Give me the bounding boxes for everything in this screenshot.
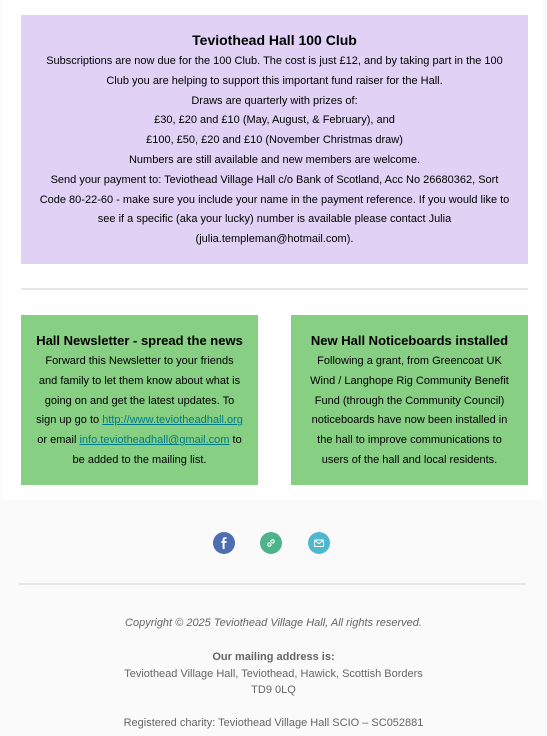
noticeboards-title: New Hall Noticeboards installed — [310, 333, 509, 348]
club-paragraph: Draws are quarterly with prizes of: — [191, 94, 358, 107]
section-divider — [21, 288, 528, 290]
club-100-box — [21, 15, 528, 264]
club-paragraph: Subscriptions are now due for the 100 Club. The cost is just £12, and by taking part in the 100 Club you are helping to support this important fund raiser for the Hall. — [46, 55, 503, 87]
mailing-address-heading: Our mailing address is: — [212, 651, 335, 663]
noticeboards-card — [291, 315, 528, 485]
newsletter-text: Forward this Newsletter to your friends and family to let them know about what is going on and get the latest updates. To sign up go to http://www.teviotheadhall.org or email info.teviotheadhall@gmail.com to be added to the mailing list. — [36, 355, 243, 466]
mailing-address-postcode: TD9 0LQ — [251, 684, 296, 696]
charity-text: Registered charity: Teviothead Village Hall SCIO – SC052881 — [123, 717, 424, 729]
club-body — [39, 52, 510, 250]
club-paragraph: £100, £50, £20 and £10 (November Christmas draw) — [146, 134, 403, 147]
mailing-address-line: Teviothead Village Hall, Teviothead, Hawick, Scottish Borders — [124, 668, 423, 680]
copyright-text: Copyright © 2025 Teviothead Village Hall, All rights reserved. — [125, 617, 422, 629]
noticeboards-body — [305, 352, 514, 471]
newsletter-body — [35, 352, 244, 471]
link-icon[interactable] — [260, 532, 282, 554]
newsletter-card — [21, 315, 258, 485]
email-body — [2, 0, 543, 500]
noticeboards-text: Following a grant, from Greencoat UK Wind / Langhope Rig Community Benefit Fund (through the Community Council) noticeboards have now been installed in the hall to improve communications to users of the hall and local residents. — [310, 355, 509, 466]
email-link[interactable]: info.teviotheadhall@gmail.com — [79, 434, 230, 447]
facebook-icon[interactable] — [213, 532, 235, 554]
club-title: Teviothead Hall 100 Club — [192, 32, 357, 48]
website-link[interactable]: http://www.teviotheadhall.org — [102, 414, 243, 427]
club-paragraph: Send your payment to: Teviothead Village Hall c/o Bank of Scotland, Acc No 26680362, Sort Code 80-22-60 - make sure you include your name in the payment reference. If you would like to see if a specific (aka your lucky) number is available please contact Julia (julia.templeman@hotmail.com). — [39, 173, 510, 246]
club-paragraph: £30, £20 and £10 (May, August, & February), and — [154, 114, 395, 127]
footer-divider — [19, 583, 526, 585]
club-paragraph: Numbers are still available and new members are welcome. — [128, 153, 420, 166]
email-icon[interactable] — [308, 532, 330, 554]
newsletter-title: Hall Newsletter - spread the news — [36, 333, 243, 348]
